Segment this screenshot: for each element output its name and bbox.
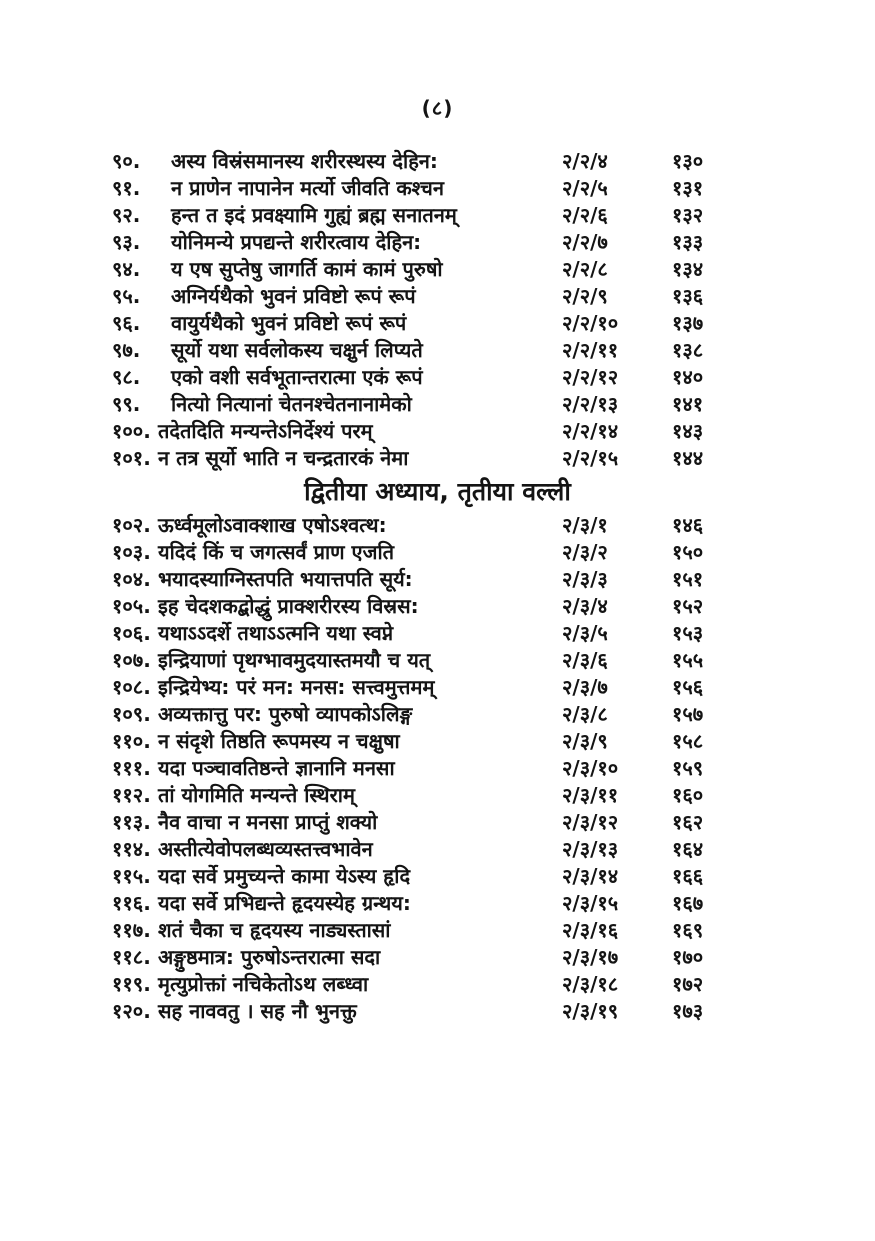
- entry-page: १४१: [672, 392, 704, 416]
- entry-title: तां योगमिति मन्यन्ते स्थिराम्: [158, 783, 355, 807]
- entry-number: १०९.: [112, 702, 151, 726]
- entry-title: यदा सर्वे प्रभिद्यन्ते हृदयस्येह ग्रन्थय:: [158, 891, 411, 915]
- entry-title: हन्त त इदं प्रवक्ष्यामि गुह्यं ब्रह्म सनातनम्: [171, 203, 457, 227]
- entry-title: यदा पञ्चावतिष्ठन्ते ज्ञानानि मनसा: [158, 756, 395, 780]
- entry-title: अग्निर्यथैको भुवनं प्रविष्टो रूपं रूपं: [171, 284, 416, 308]
- entry-ref: २/३/३: [562, 567, 608, 591]
- entry-ref: २/३/११: [562, 783, 619, 807]
- entry-ref: २/३/८: [562, 702, 608, 726]
- entry-ref: २/३/१६: [562, 918, 619, 942]
- toc-row: [0, 310, 875, 337]
- entry-page: १४६: [672, 513, 704, 537]
- entry-number: ११८.: [112, 945, 151, 969]
- toc-row: [0, 229, 875, 256]
- toc-row: [0, 728, 875, 755]
- entry-title: ऊर्ध्वमूलोऽवाक्शाख एषोऽश्वत्थ:: [158, 513, 387, 537]
- entry-number: १०४.: [112, 567, 151, 591]
- entry-ref: २/२/९: [562, 284, 608, 308]
- entry-number: ९८.: [112, 365, 141, 389]
- toc-row: [0, 593, 875, 620]
- entry-page: १४०: [672, 365, 704, 389]
- entry-page: १५५: [672, 648, 704, 672]
- entry-number: १००.: [112, 419, 151, 443]
- toc-row: [0, 337, 875, 364]
- entry-number: ९७.: [112, 338, 141, 362]
- entry-number: ९६.: [112, 311, 141, 335]
- entry-number: ९१.: [112, 176, 141, 200]
- entry-title: नित्यो नित्यानां चेतनश्चेतनानामेको: [171, 392, 412, 416]
- entry-ref: २/२/४: [562, 149, 608, 173]
- entry-number: १०७.: [112, 648, 151, 672]
- entry-number: ११२.: [112, 783, 151, 807]
- entry-page: १६२: [672, 810, 704, 834]
- entry-number: १०८.: [112, 675, 151, 699]
- entry-ref: २/३/२: [562, 540, 608, 564]
- entry-title: मृत्युप्रोक्तां नचिकेतोऽथ लब्ध्वा: [158, 972, 369, 996]
- entry-ref: २/३/९: [562, 729, 608, 753]
- entry-number: ९०.: [112, 149, 141, 173]
- toc-row: [0, 391, 875, 418]
- entry-page: १३७: [672, 311, 704, 335]
- entry-title: तदेतदिति मन्यन्तेऽनिर्देश्यं परम्: [158, 419, 373, 443]
- entry-ref: २/२/६: [562, 203, 608, 227]
- toc-row: [0, 445, 875, 472]
- entry-page: १३४: [672, 257, 704, 281]
- entry-ref: २/२/११: [562, 338, 619, 362]
- entry-ref: २/२/५: [562, 176, 608, 200]
- entry-ref: २/३/१४: [562, 864, 619, 888]
- entry-number: ११३.: [112, 810, 151, 834]
- entry-page: १५३: [672, 621, 704, 645]
- entry-title: अव्यक्तात्तु पर: पुरुषो व्यापकोऽलिङ्ग: [158, 702, 413, 726]
- entry-page: १३०: [672, 149, 704, 173]
- entry-ref: २/२/१०: [562, 311, 619, 335]
- entry-ref: २/२/१५: [562, 446, 619, 470]
- entry-ref: २/३/१५: [562, 891, 619, 915]
- entry-ref: २/३/६: [562, 648, 608, 672]
- toc-row: [0, 917, 875, 944]
- entry-number: १०६.: [112, 621, 151, 645]
- entry-title: न संदृशे तिष्ठति रूपमस्य न चक्षुषा: [158, 729, 400, 753]
- toc-row: [0, 809, 875, 836]
- entry-title: सूर्यो यथा सर्वलोकस्य चक्षुर्न लिप्यते: [171, 338, 423, 362]
- entry-page: १५७: [672, 702, 704, 726]
- entry-page: १६७: [672, 891, 704, 915]
- page-number: (८): [421, 96, 454, 120]
- toc-row: [0, 647, 875, 674]
- entry-ref: २/३/७: [562, 675, 608, 699]
- entry-ref: २/३/१९: [562, 999, 619, 1023]
- toc-list: [0, 148, 875, 1025]
- entry-title: एको वशी सर्वभूतान्तरात्मा एकं रूपं: [171, 365, 423, 389]
- toc-row: [0, 944, 875, 971]
- entry-page: १३३: [672, 230, 704, 254]
- entry-number: ११४.: [112, 837, 151, 861]
- entry-ref: २/३/१३: [562, 837, 619, 861]
- entry-page: १३१: [672, 176, 704, 200]
- entry-page: १५१: [672, 567, 704, 591]
- entry-ref: २/३/१७: [562, 945, 619, 969]
- entry-number: १११.: [112, 756, 151, 780]
- toc-row: [0, 890, 875, 917]
- entry-ref: २/३/१८: [562, 972, 619, 996]
- toc-row: [0, 863, 875, 890]
- entry-title: शतं चैका च हृदयस्य नाड्यस्तासां: [158, 918, 391, 942]
- toc-row: [0, 971, 875, 998]
- entry-page: १७२: [672, 972, 704, 996]
- entry-page: १५६: [672, 675, 704, 699]
- toc-row: [0, 283, 875, 310]
- toc-row: [0, 512, 875, 539]
- entry-title: इह चेदशकद्बोद्धुं प्राक्शरीरस्य विस्रस:: [158, 594, 419, 618]
- toc-row: [0, 418, 875, 445]
- entry-ref: २/३/१२: [562, 810, 619, 834]
- entry-number: ९९.: [112, 392, 141, 416]
- entry-ref: २/२/१३: [562, 392, 619, 416]
- entry-number: ११०.: [112, 729, 151, 753]
- entry-ref: २/२/७: [562, 230, 608, 254]
- entry-title: यदा सर्वे प्रमुच्यन्ते कामा येऽस्य हृदि: [158, 864, 411, 888]
- entry-title: सह नाववतु । सह नौ भुनक्तु: [158, 999, 357, 1023]
- toc-row: [0, 620, 875, 647]
- entry-page: १५०: [672, 540, 704, 564]
- entry-number: १०२.: [112, 513, 151, 537]
- entry-number: ९२.: [112, 203, 141, 227]
- toc-row: [0, 836, 875, 863]
- toc-row: [0, 175, 875, 202]
- entry-number: ११५.: [112, 864, 151, 888]
- entry-ref: २/३/१०: [562, 756, 619, 780]
- entry-ref: २/३/१: [562, 513, 608, 537]
- entry-page: १६४: [672, 837, 704, 861]
- toc-row: [0, 674, 875, 701]
- entry-title: य एष सुप्तेषु जागर्ति कामं कामं पुरुषो: [171, 257, 443, 281]
- entry-page: १३८: [672, 338, 704, 362]
- entry-number: ९३.: [112, 230, 141, 254]
- toc-row: [0, 755, 875, 782]
- entry-number: ९४.: [112, 257, 141, 281]
- entry-title: यथाऽऽदर्शे तथाऽऽत्मनि यथा स्वप्ने: [158, 621, 394, 645]
- entry-title: यदिदं किं च जगत्सर्वं प्राण एजति: [158, 540, 395, 564]
- entry-title: योनिमन्ये प्रपद्यन्ते शरीरत्वाय देहिन:: [171, 230, 422, 254]
- entry-page: १५२: [672, 594, 704, 618]
- toc-row: [0, 539, 875, 566]
- toc-row: [0, 202, 875, 229]
- entry-number: ११९.: [112, 972, 151, 996]
- entry-page: १४४: [672, 446, 704, 470]
- section-heading: द्वितीया अध्याय, तृतीया वल्ली: [304, 477, 571, 506]
- entry-title: नैव वाचा न मनसा प्राप्तुं शक्यो: [158, 810, 378, 834]
- entry-page: १६६: [672, 864, 704, 888]
- entry-title: भयादस्याग्निस्तपति भयात्तपति सूर्य:: [158, 567, 413, 591]
- entry-ref: २/३/४: [562, 594, 608, 618]
- entry-page: १६०: [672, 783, 704, 807]
- entry-title: अस्तीत्येवोपलब्धव्यस्तत्त्वभावेन: [158, 837, 373, 861]
- entry-title: इन्द्रियेभ्य: परं मन: मनस: सत्त्वमुत्तमम्: [158, 675, 435, 699]
- toc-row: [0, 364, 875, 391]
- entry-page: १७३: [672, 999, 704, 1023]
- entry-number: १०१.: [112, 446, 151, 470]
- entry-number: १०५.: [112, 594, 151, 618]
- entry-page: १५९: [672, 756, 704, 780]
- toc-row: [0, 148, 875, 175]
- entry-number: ११७.: [112, 918, 151, 942]
- entry-page: १६९: [672, 918, 704, 942]
- entry-ref: २/२/१४: [562, 419, 619, 443]
- entry-number: १२०.: [112, 999, 151, 1023]
- entry-title: अस्य विस्रंसमानस्य शरीरस्थस्य देहिन:: [171, 149, 438, 173]
- entry-number: ११६.: [112, 891, 151, 915]
- entry-page: १३२: [672, 203, 704, 227]
- toc-row: [0, 566, 875, 593]
- entry-page: १३६: [672, 284, 704, 308]
- entry-title: वायुर्यथैको भुवनं प्रविष्टो रूपं रूपं: [171, 311, 407, 335]
- entry-title: इन्द्रियाणां पृथग्भावमुदयास्तमयौ च यत्: [158, 648, 431, 672]
- toc-row: [0, 782, 875, 809]
- entry-page: १४३: [672, 419, 704, 443]
- toc-row: [0, 701, 875, 728]
- entry-ref: २/३/५: [562, 621, 608, 645]
- entry-page: १५८: [672, 729, 704, 753]
- entry-page: १७०: [672, 945, 704, 969]
- entry-title: अङ्गुष्ठमात्र: पुरुषोऽन्तरात्मा सदा: [158, 945, 381, 969]
- entry-title: न प्राणेन नापानेन मर्त्यो जीवति कश्चन: [171, 176, 444, 200]
- entry-title: न तत्र सूर्यो भाति न चन्द्रतारकं नेमा: [158, 446, 409, 470]
- entry-ref: २/२/१२: [562, 365, 619, 389]
- entry-number: ९५.: [112, 284, 141, 308]
- entry-ref: २/२/८: [562, 257, 608, 281]
- toc-row: [0, 256, 875, 283]
- toc-row: [0, 998, 875, 1025]
- entry-number: १०३.: [112, 540, 151, 564]
